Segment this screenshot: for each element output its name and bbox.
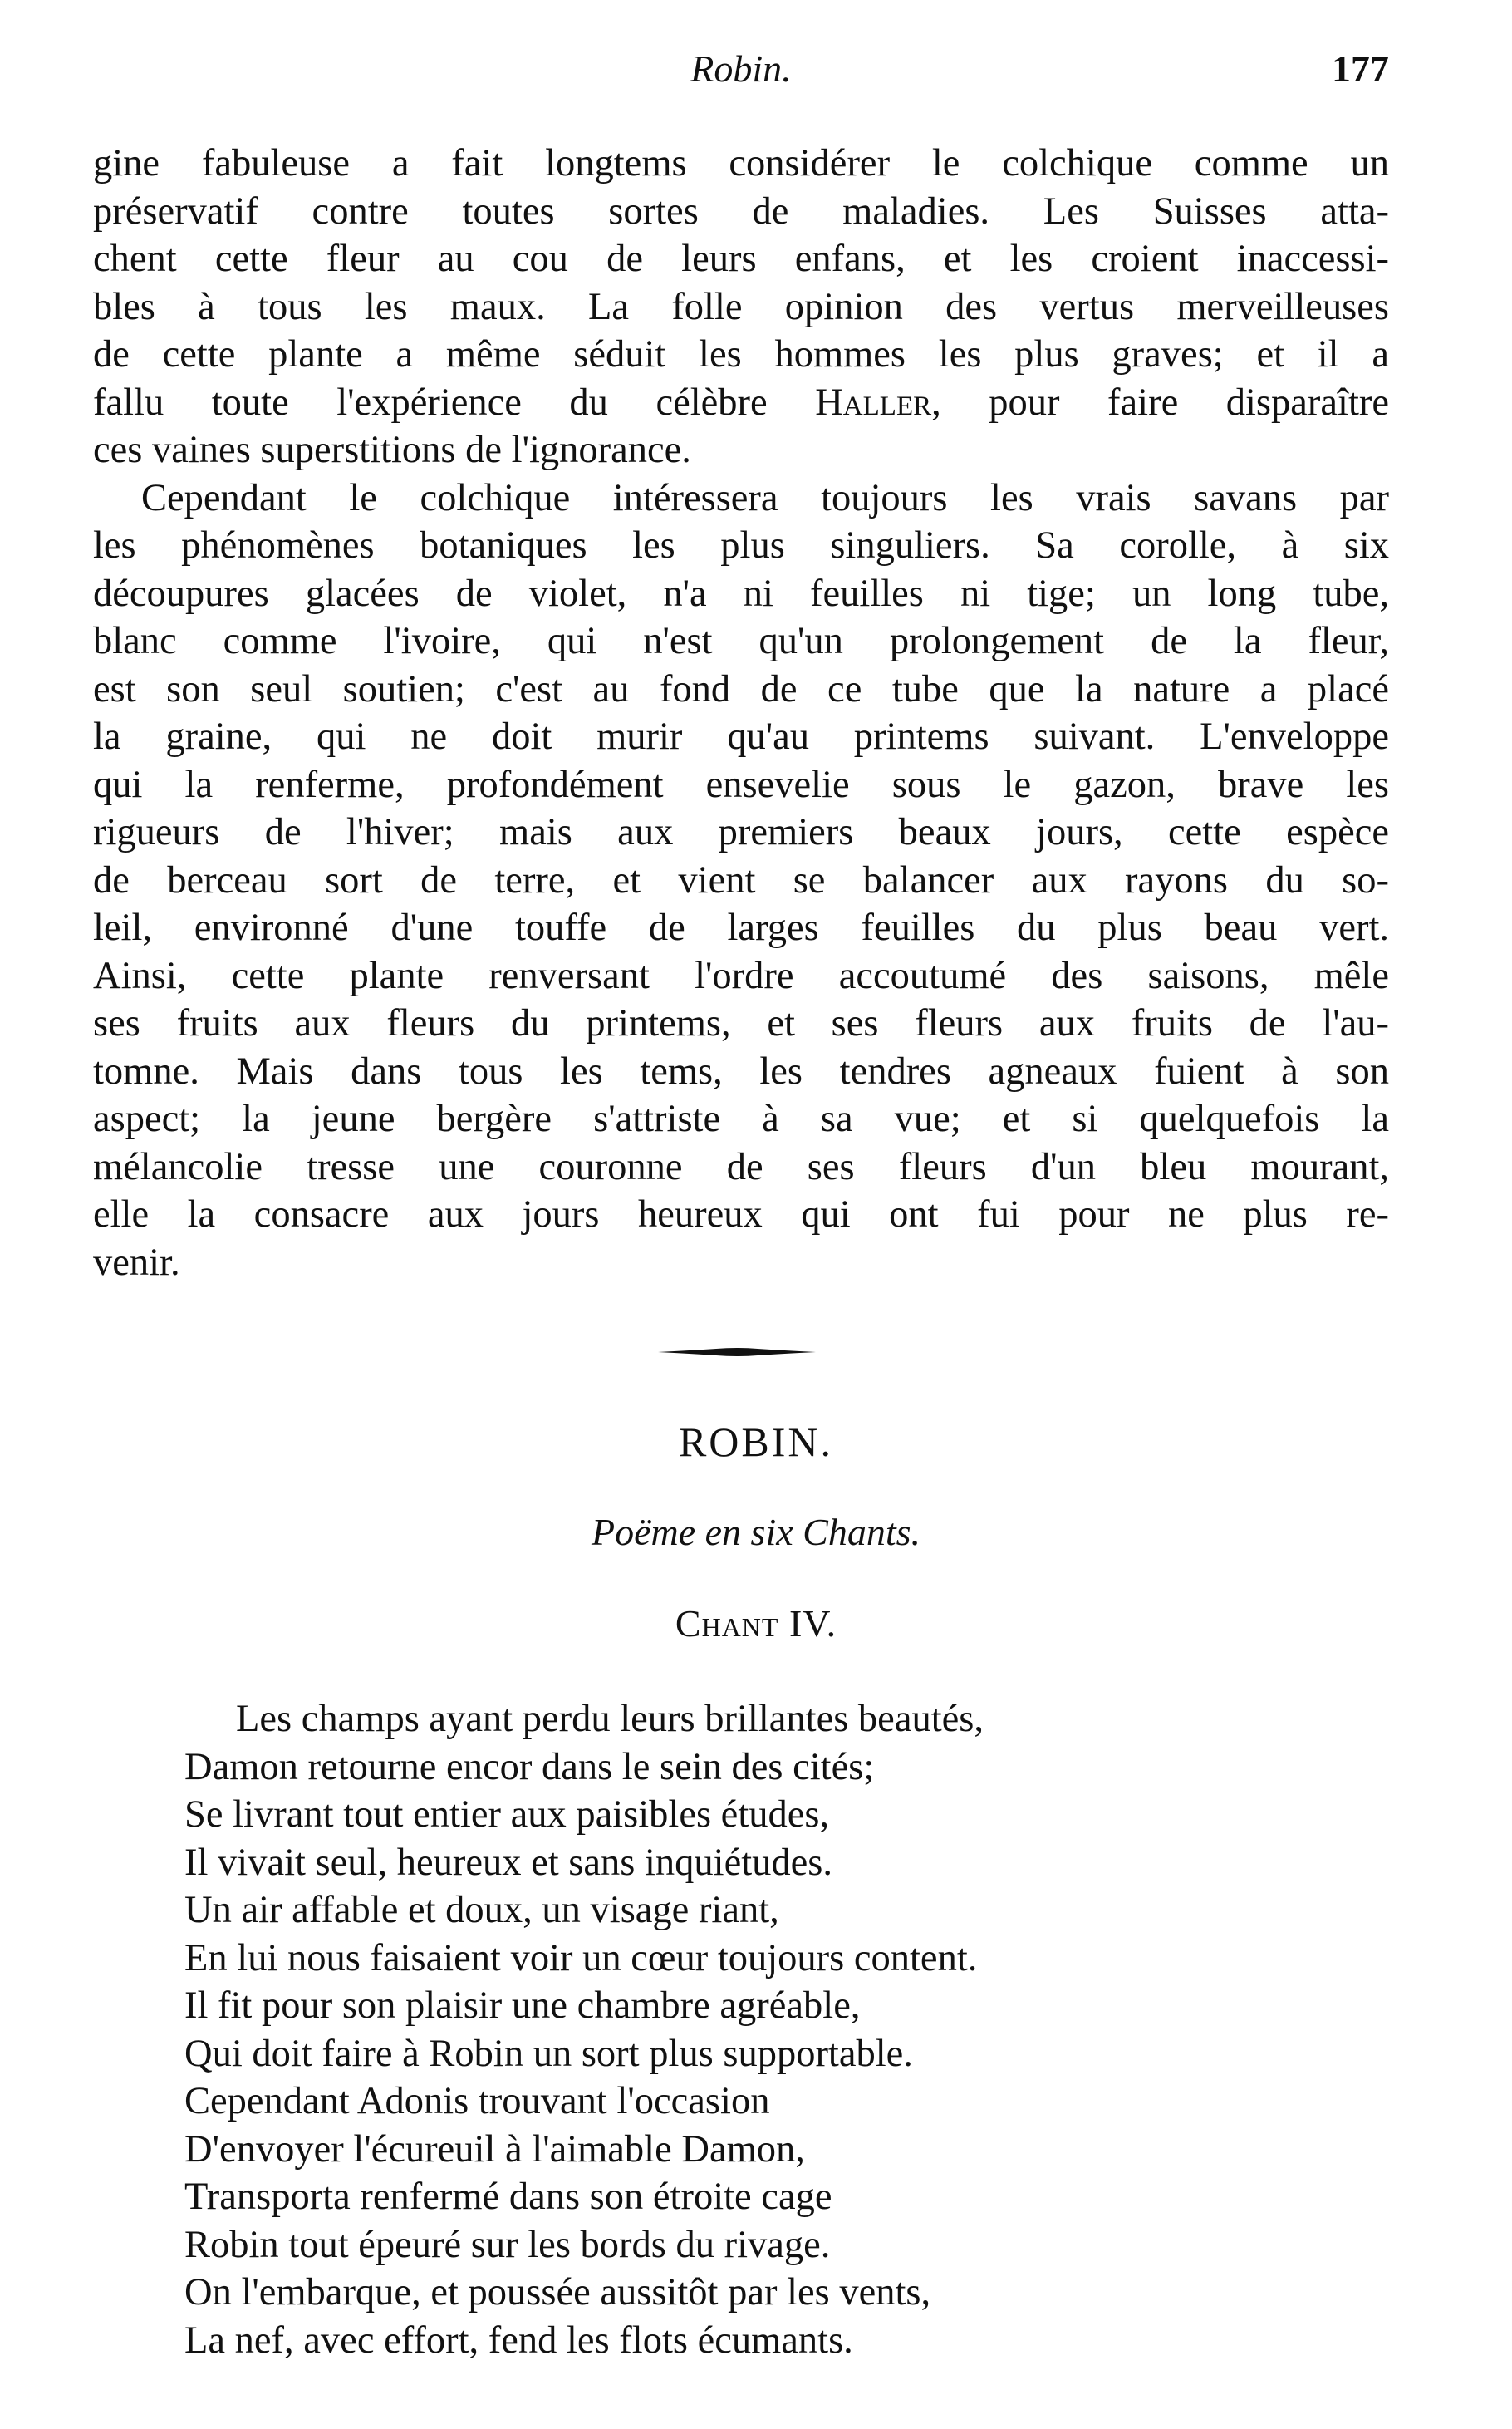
section-subtitle: Poëme en six Chants. <box>591 1511 921 1553</box>
verse-line: Il fit pour son plaisir une chambre agréable, <box>184 1984 861 2027</box>
verse-line: Robin tout épeuré sur les bords du rivage. <box>184 2223 831 2266</box>
prose-line: mélancolie tresse une couronne de ses fleurs d'un bleu mourant, <box>93 1145 1389 1188</box>
page-number: 177 <box>1332 47 1389 90</box>
prose-line: gine fabuleuse a fait longtems considérer le colchique comme un <box>93 142 1389 184</box>
section-title: ROBIN. <box>678 1419 834 1465</box>
verse-line: La nef, avec effort, fend les flots écumants. <box>184 2318 853 2362</box>
prose-line: de berceau sort de terre, et vient se balancer aux rayons du so- <box>93 858 1389 902</box>
prose-line: les phénomènes botaniques les plus singuliers. Sa corolle, à six <box>93 524 1389 567</box>
prose-line: venir. <box>93 1241 180 1284</box>
verse-line: Les champs ayant perdu leurs brillantes beautés, <box>236 1698 984 1740</box>
verse-line: Se livrant tout entier aux paisibles études, <box>184 1793 830 1836</box>
prose-line: leil, environné d'une touffe de larges feuilles du plus beau vert. <box>93 907 1389 949</box>
prose-block <box>93 140 1389 1286</box>
prose-line: aspect; la jeune bergère s'attriste à sa vue; et si quelquefois la <box>93 1098 1389 1140</box>
verse-line: On l'embarque, et poussée aussitôt par les vents, <box>184 2271 931 2313</box>
prose-line: rigueurs de l'hiver; mais aux premiers beaux jours, cette espèce <box>93 811 1389 853</box>
chant-heading: Chant IV. <box>675 1602 837 1645</box>
prose-line: préservatif contre toutes sortes de maladies. Les Suisses atta- <box>93 189 1389 233</box>
verse-line: Cependant Adonis trouvant l'occasion <box>184 2080 770 2122</box>
verse-line: Un air affable et doux, un visage riant, <box>184 1889 779 1931</box>
verse-block <box>184 1695 1348 2364</box>
prose-line-start: fallu toute l'expérience du célèbre <box>93 381 816 424</box>
prose-line-haller <box>93 379 1389 427</box>
prose-line: elle la consacre aux jours heureux qui ont fui pour ne plus re- <box>93 1193 1389 1236</box>
verse-line: Transporta renfermé dans son étroite cage <box>184 2176 832 2218</box>
prose-line: Ainsi, cette plante renversant l'ordre accoutumé des saisons, mêle <box>93 954 1389 997</box>
prose-line: bles à tous les maux. La folle opinion des vertus merveilleuses <box>93 285 1389 328</box>
running-title: Robin. <box>690 47 792 90</box>
verse-line: D'envoyer l'écureuil à l'aimable Damon, <box>184 2127 805 2171</box>
prose-line: la graine, qui ne doit murir qu'au printems suivant. L'enveloppe <box>93 715 1389 758</box>
prose-line: chent cette fleur au cou de leurs enfans, et les croient inaccessi- <box>93 238 1389 280</box>
prose-line-end: , pour faire disparaître <box>931 381 1389 424</box>
prose-line: Cependant le colchique intéressera toujours les vrais savans par <box>141 476 1389 519</box>
running-head <box>93 40 1389 98</box>
verse-line: Qui doit faire à Robin un sort plus supportable. <box>184 2032 913 2075</box>
prose-line: qui la renferme, profondément ensevelie sous le gazon, brave les <box>93 763 1389 806</box>
ornamental-rule <box>658 1346 816 1358</box>
prose-line: tomne. Mais dans tous les tems, les tendres agneaux fuient à son <box>93 1050 1389 1093</box>
prose-line: blanc comme l'ivoire, qui n'est qu'un prolongement de la fleur, <box>93 620 1389 662</box>
verse-line: Damon retourne encor dans le sein des cités; <box>184 1745 875 1788</box>
prose-line: ces vaines superstitions de l'ignorance. <box>93 429 691 471</box>
verse-line: En lui nous faisaient voir un cœur toujours content. <box>184 1936 978 1979</box>
prose-line: ses fruits aux fleurs du printems, et ses fleurs aux fruits de l'au- <box>93 1002 1389 1045</box>
prose-line: découpures glacées de violet, n'a ni feuilles ni tige; un long tube, <box>93 572 1389 615</box>
prose-line: est son seul soutien; c'est au fond de ce tube que la nature a placé <box>93 667 1389 711</box>
prose-line: de cette plante a même séduit les hommes les plus graves; et il a <box>93 333 1389 376</box>
verse-line: Il vivait seul, heureux et sans inquiétudes. <box>184 1841 832 1884</box>
haller-name: Haller <box>815 381 932 424</box>
